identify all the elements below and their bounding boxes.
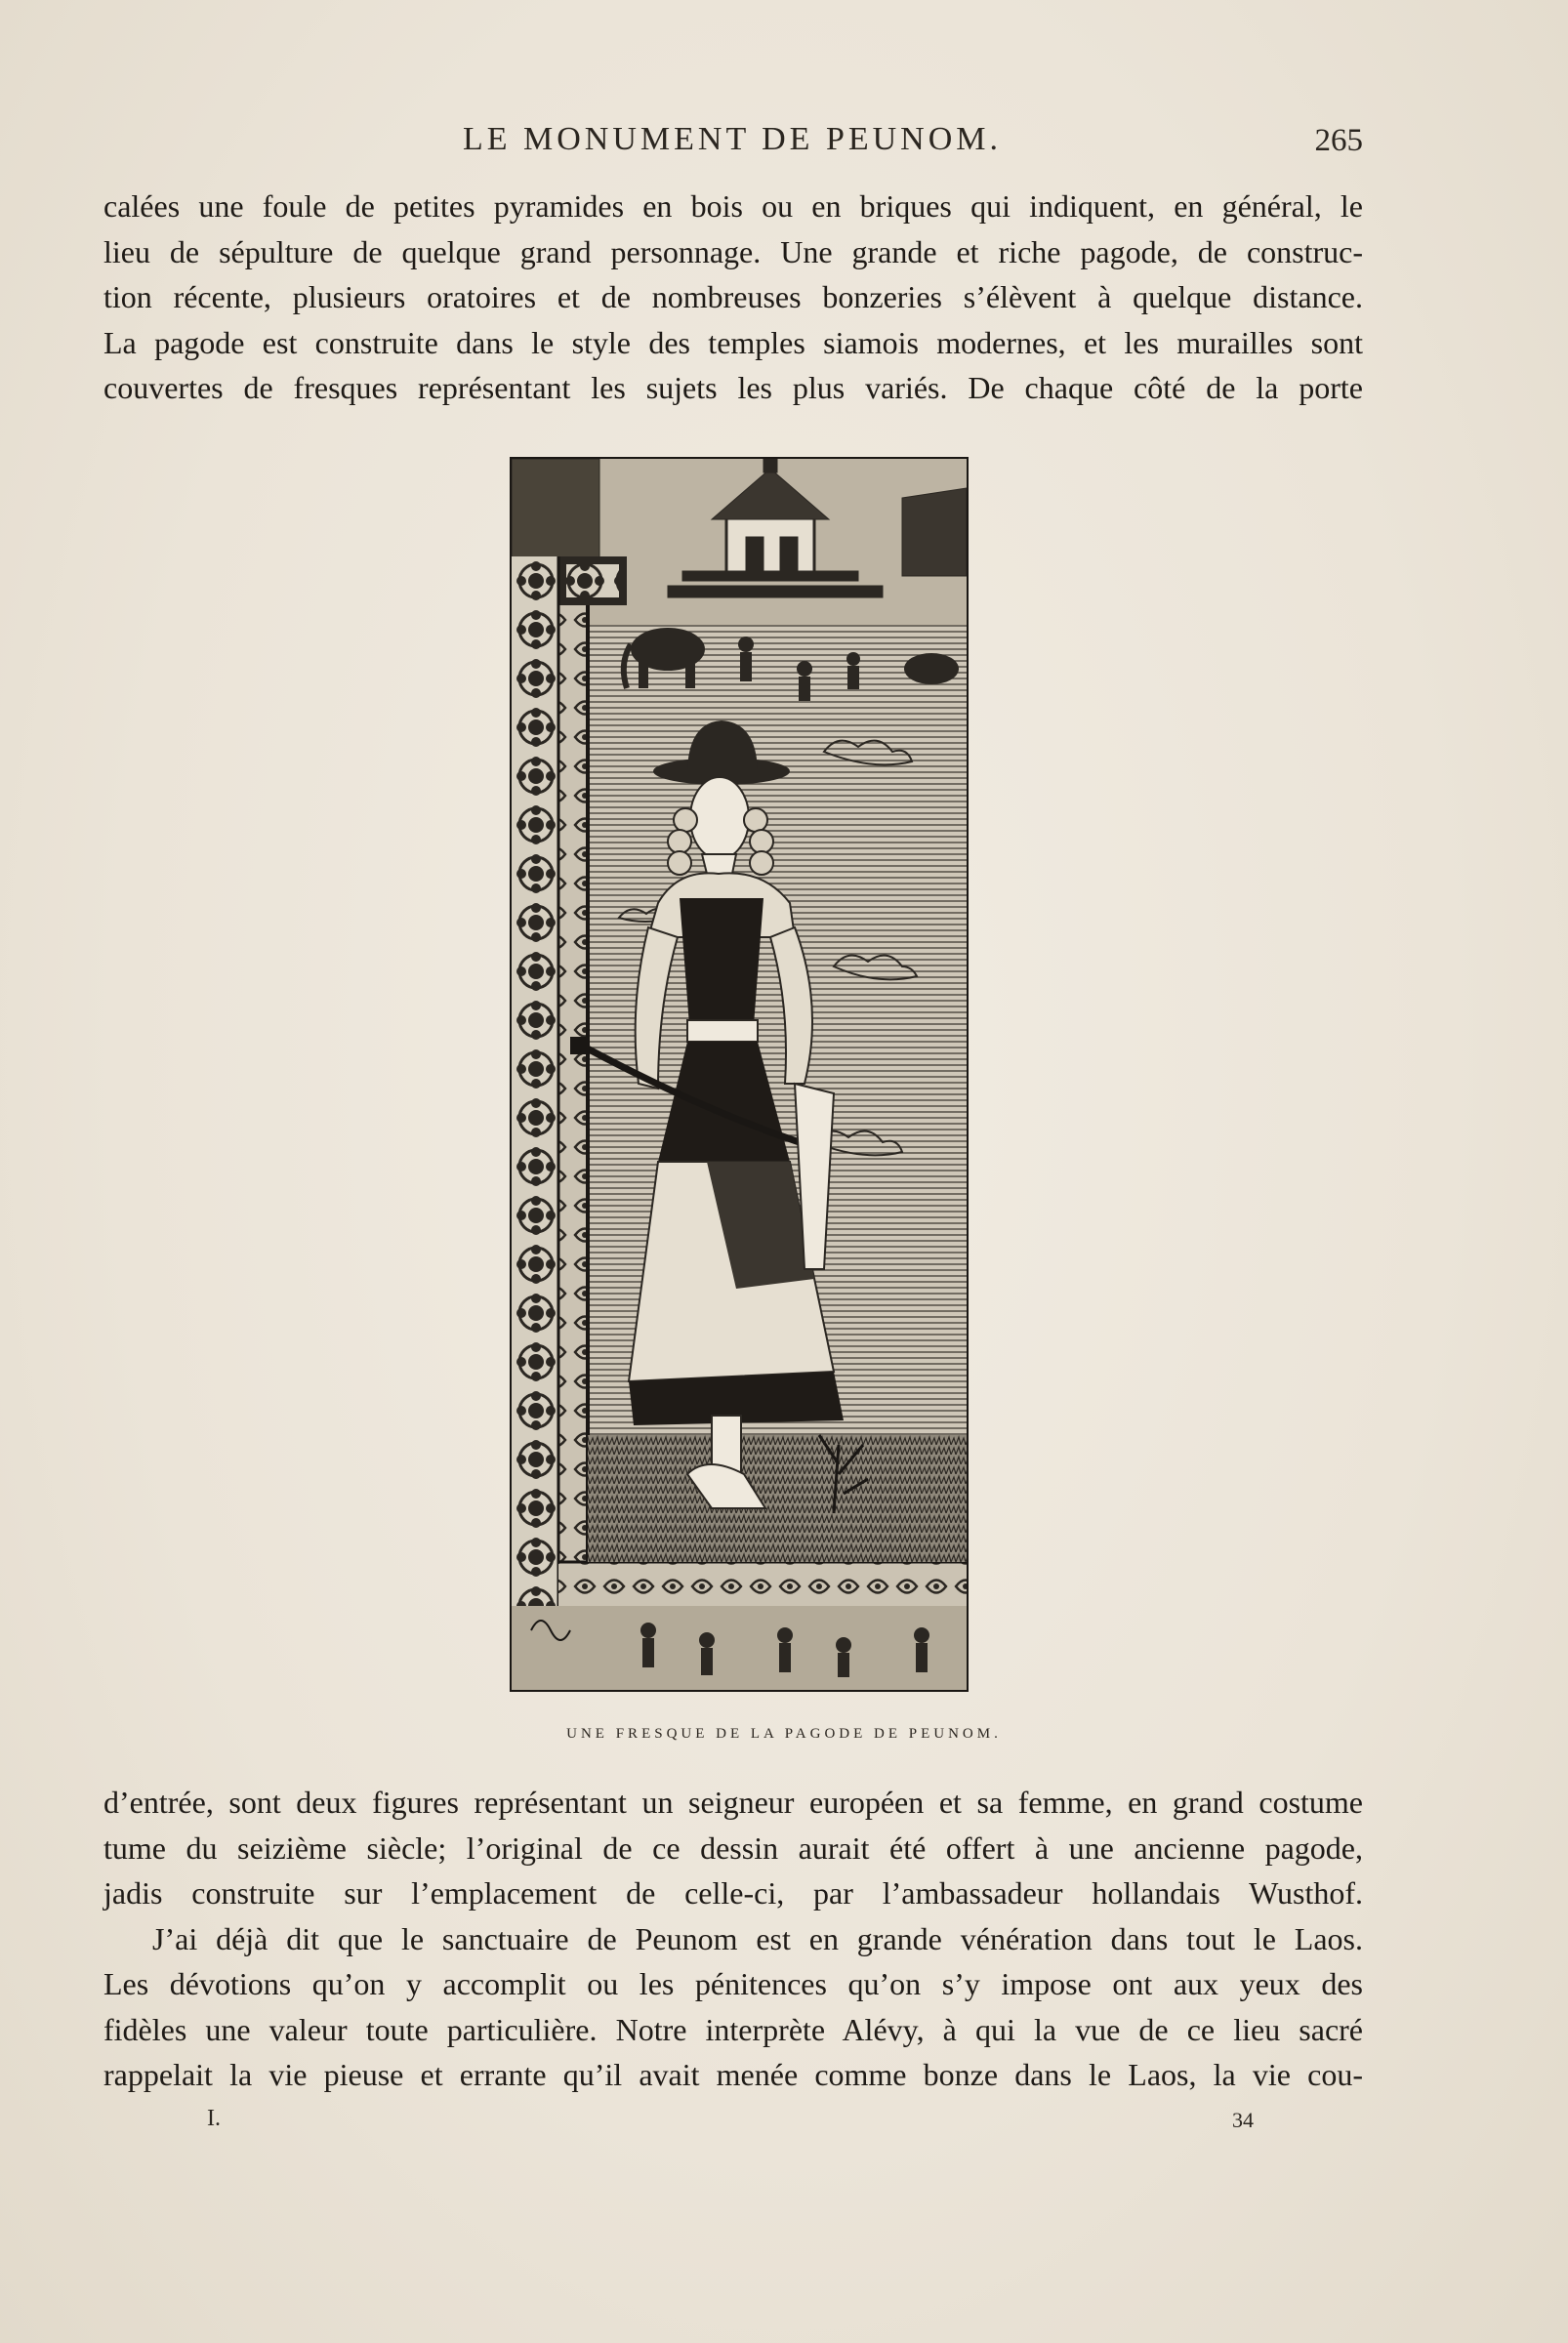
page-number: 265 [1314, 123, 1363, 158]
text-line: calées une foule de petites pyramides en bois ou en briques qui indiquent, en général, le [103, 188, 1363, 224]
text-line: La pagode est construite dans le style des temples siamois modernes, et les murailles sont [103, 324, 1363, 360]
figure-caption: UNE FRESQUE DE LA PAGODE DE PEUNOM. [566, 1726, 1002, 1742]
signature-mark: 34 [1232, 2108, 1254, 2132]
text-line: couvertes de fresques représentant les sujets les plus variés. De chaque côté de la porte [103, 370, 1363, 405]
text-line: d’entrée, sont deux figures représentant un seigneur européen et sa femme, en grand costume [103, 1785, 1363, 1820]
text-line: J’ai déjà dit que le sanctuaire de Peunom est en grande vénération dans tout le Laos. [152, 1920, 1363, 1956]
volume-mark: I. [207, 2106, 221, 2131]
text-line: fidèles une valeur toute particulière. Notre interprète Alévy, à qui la vue de ce lieu sacré [103, 2011, 1363, 2047]
fresco-engraving [510, 457, 969, 1692]
text-line: tion récente, plusieurs oratoires et de nombreuses bonzeries s’élèvent à quelque distance. [103, 279, 1363, 314]
text-line: tume du seizième siècle; l’original de ce dessin aurait été offert à une ancienne pagode, [103, 1829, 1363, 1866]
bottom-paragraphs [103, 1780, 1363, 2098]
text-line: lieu de sépulture de quelque grand personnage. Une grande et riche pagode, de construc- [103, 233, 1363, 269]
text-line: Les dévotions qu’on y accomplit ou les pénitences qu’on s’y impose ont aux yeux des [103, 1966, 1363, 2001]
running-head [0, 121, 1568, 170]
running-title: LE MONUMENT DE PEUNOM. [462, 121, 1003, 157]
text-line: rappelait la vie pieuse et errante qu’il avait menée comme bonze dans le Laos, la vie cou- [103, 2057, 1363, 2092]
text-line: jadis construite sur l’emplacement de celle-ci, par l’ambassadeur hollandais Wusthof. [103, 1875, 1363, 1911]
top-paragraph [103, 184, 1363, 411]
